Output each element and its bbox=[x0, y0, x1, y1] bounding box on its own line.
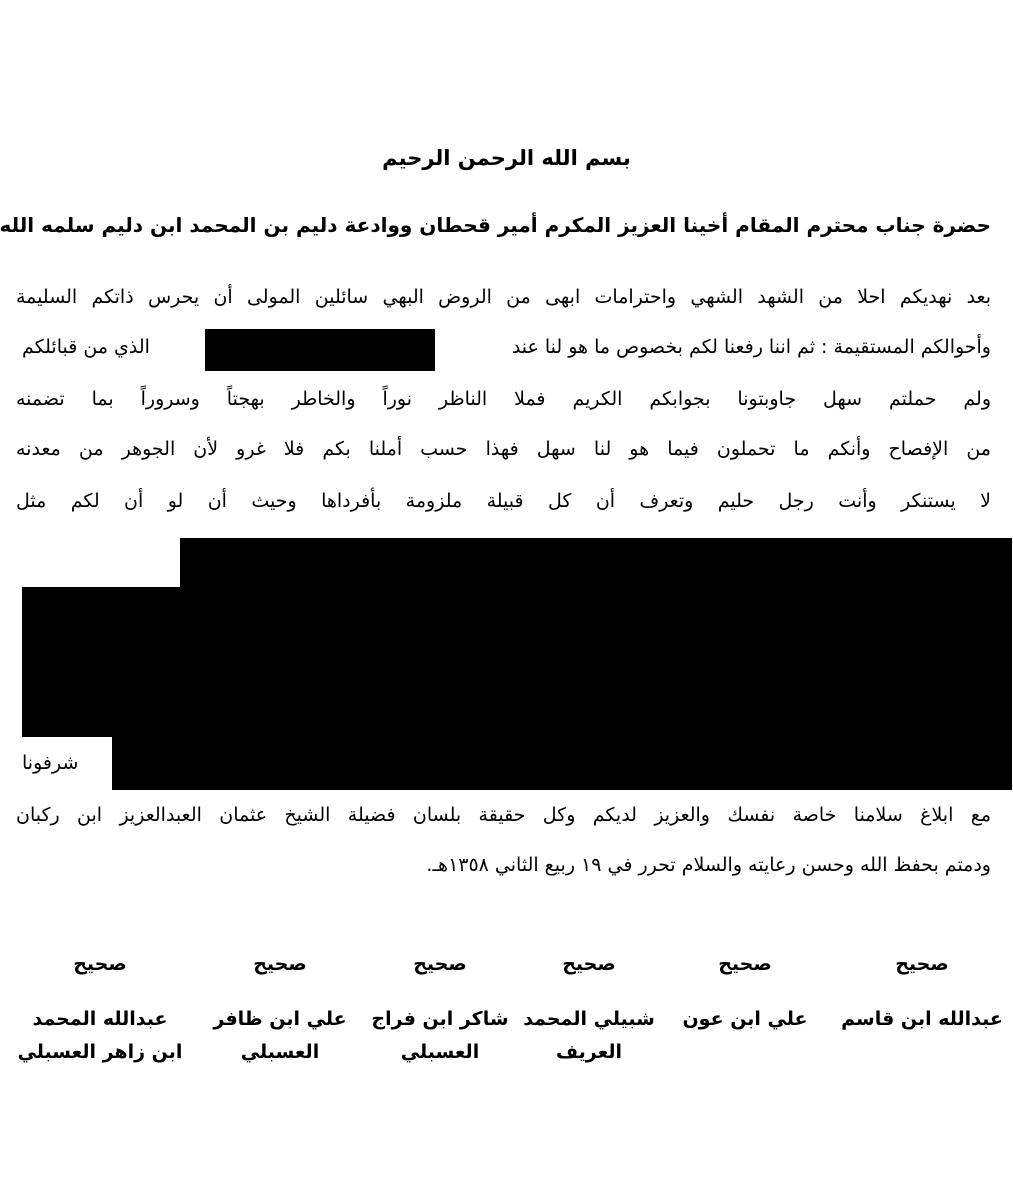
closing-line-1: مع ابلاغ سلامنا خاصة نفسك والعزيز لديكم وكل حقيقة بلسان فضيلة الشيخ عثمان العبدالعزيز ابن ركبان bbox=[16, 804, 991, 826]
redaction-block-bottom bbox=[112, 736, 1012, 790]
body-line-2-left: الذي من قبائلكم bbox=[22, 336, 150, 358]
signature-name-line2: العسبلي bbox=[240, 1041, 320, 1063]
signature-name: علي ابن ظافر bbox=[213, 1008, 347, 1030]
signature-name-line2: العريف bbox=[556, 1041, 622, 1063]
redaction-block-name bbox=[205, 329, 435, 371]
signature-approval: صحيح bbox=[718, 953, 772, 975]
signature-name: شبيلي المحمد bbox=[523, 1008, 655, 1030]
body-line-last-fragment-wrap bbox=[22, 748, 110, 778]
signature-name: علي ابن عون bbox=[682, 1008, 808, 1030]
body-line-4: من الإفصاح وأنكم ما تحملون فيما هو لنا سهل فهذا حسب أملنا بكم فلا غرو لأن الجوهر من معدنه bbox=[16, 438, 991, 460]
signature-name: عبدالله ابن قاسم bbox=[841, 1008, 1003, 1030]
signature-name: عبدالله المحمد bbox=[32, 1008, 168, 1030]
signature-name-line2: العسبلي bbox=[400, 1041, 480, 1063]
body-line-last-fragment: شرفونا bbox=[22, 752, 79, 774]
redaction-block-main bbox=[22, 587, 1012, 737]
addressee-line: حضرة جناب محترم المقام أخينا العزيز المكرم أمير قحطان ووادعة دليم بن المحمد ابن دليم سلمه الله bbox=[0, 213, 991, 237]
signature-6 bbox=[0, 948, 200, 1069]
closing-line-2: ودمتم بحفظ الله وحسن رعايته والسلام تحرر في ١٩ ربيع الثاني ١٣٥٨هـ. bbox=[426, 854, 991, 876]
signature-5 bbox=[180, 948, 380, 1069]
signature-approval: صحيح bbox=[73, 953, 127, 975]
body-line-3: ولم حملتم سهل جاوبتونا بجوابكم الكريم فملا الناظر نوراً والخاطر بهجتاً وسروراً بما تضمنه bbox=[16, 388, 991, 410]
signature-approval: صحيح bbox=[253, 953, 307, 975]
signature-approval: صحيح bbox=[413, 953, 467, 975]
body-line-1: بعد نهديكم احلا من الشهد الشهي واحترامات ابهى من الروض البهي سائلين المولى أن يحرس ذاتكم السليمة bbox=[16, 286, 991, 308]
signature-name-line2: ابن زاهر العسبلي bbox=[17, 1041, 183, 1063]
body-line-2-left-wrap bbox=[22, 332, 192, 362]
signature-approval: صحيح bbox=[562, 953, 616, 975]
signature-1 bbox=[822, 948, 1013, 1036]
basmala-heading: بسم الله الرحمن الرحيم bbox=[382, 146, 631, 170]
body-line-5: لا يستنكر وأنت رجل حليم وتعرف أن كل قبيلة ملزومة بأفرداها وحيث أن لو أن لكم مثل bbox=[16, 490, 991, 512]
signature-name: شاكر ابن فراج bbox=[371, 1008, 509, 1030]
body-line-2-right: وأحوالكم المستقيمة : ثم اننا رفعنا لكم بخصوص ما هو لنا عند bbox=[511, 336, 991, 358]
signature-approval: صحيح bbox=[895, 953, 949, 975]
redaction-block-top bbox=[180, 538, 1012, 588]
